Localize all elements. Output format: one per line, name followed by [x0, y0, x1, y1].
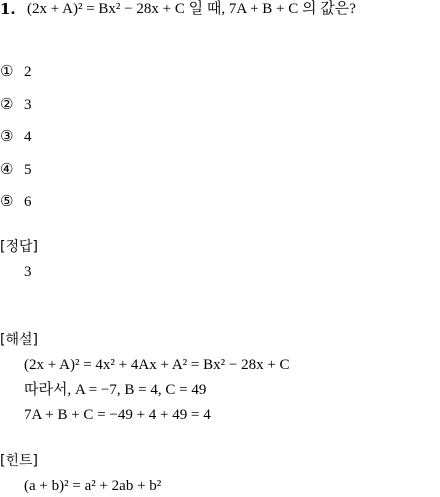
answer-value: 3 — [24, 264, 32, 280]
explanation-line-2: 따라서, A = −7, B = 4, C = 49 — [24, 382, 207, 398]
hint-label: [힌트] — [0, 453, 38, 469]
choice-4-mark: ④ — [0, 160, 14, 178]
answer-label: [정답] — [0, 239, 38, 255]
choice-4-value: 5 — [24, 162, 32, 178]
question-number: 1. — [0, 0, 16, 18]
question-text: (2x + A)² = Bx² − 28x + C 일 때, 7A + B + C 의 값은? — [27, 1, 356, 17]
choice-5-mark: ⑤ — [0, 192, 14, 210]
choice-3-value: 4 — [24, 129, 32, 145]
choice-2[interactable] — [0, 94, 32, 114]
choice-2-mark: ② — [0, 95, 14, 113]
choice-1[interactable] — [0, 61, 32, 81]
choice-5[interactable] — [0, 191, 32, 211]
choice-2-value: 3 — [24, 97, 32, 113]
choice-3-mark: ③ — [0, 127, 14, 145]
choice-3[interactable] — [0, 126, 32, 146]
choice-5-value: 6 — [24, 194, 32, 210]
hint-line-1: (a + b)² = a² + 2ab + b² — [24, 478, 162, 494]
explanation-label: [해설] — [0, 332, 38, 348]
choice-4[interactable] — [0, 159, 32, 179]
explanation-line-3: 7A + B + C = −49 + 4 + 49 = 4 — [24, 407, 211, 423]
explanation-line-1: (2x + A)² = 4x² + 4Ax + A² = Bx² − 28x + C — [24, 357, 290, 373]
choice-1-mark: ① — [0, 62, 14, 80]
choice-1-value: 2 — [24, 64, 32, 80]
